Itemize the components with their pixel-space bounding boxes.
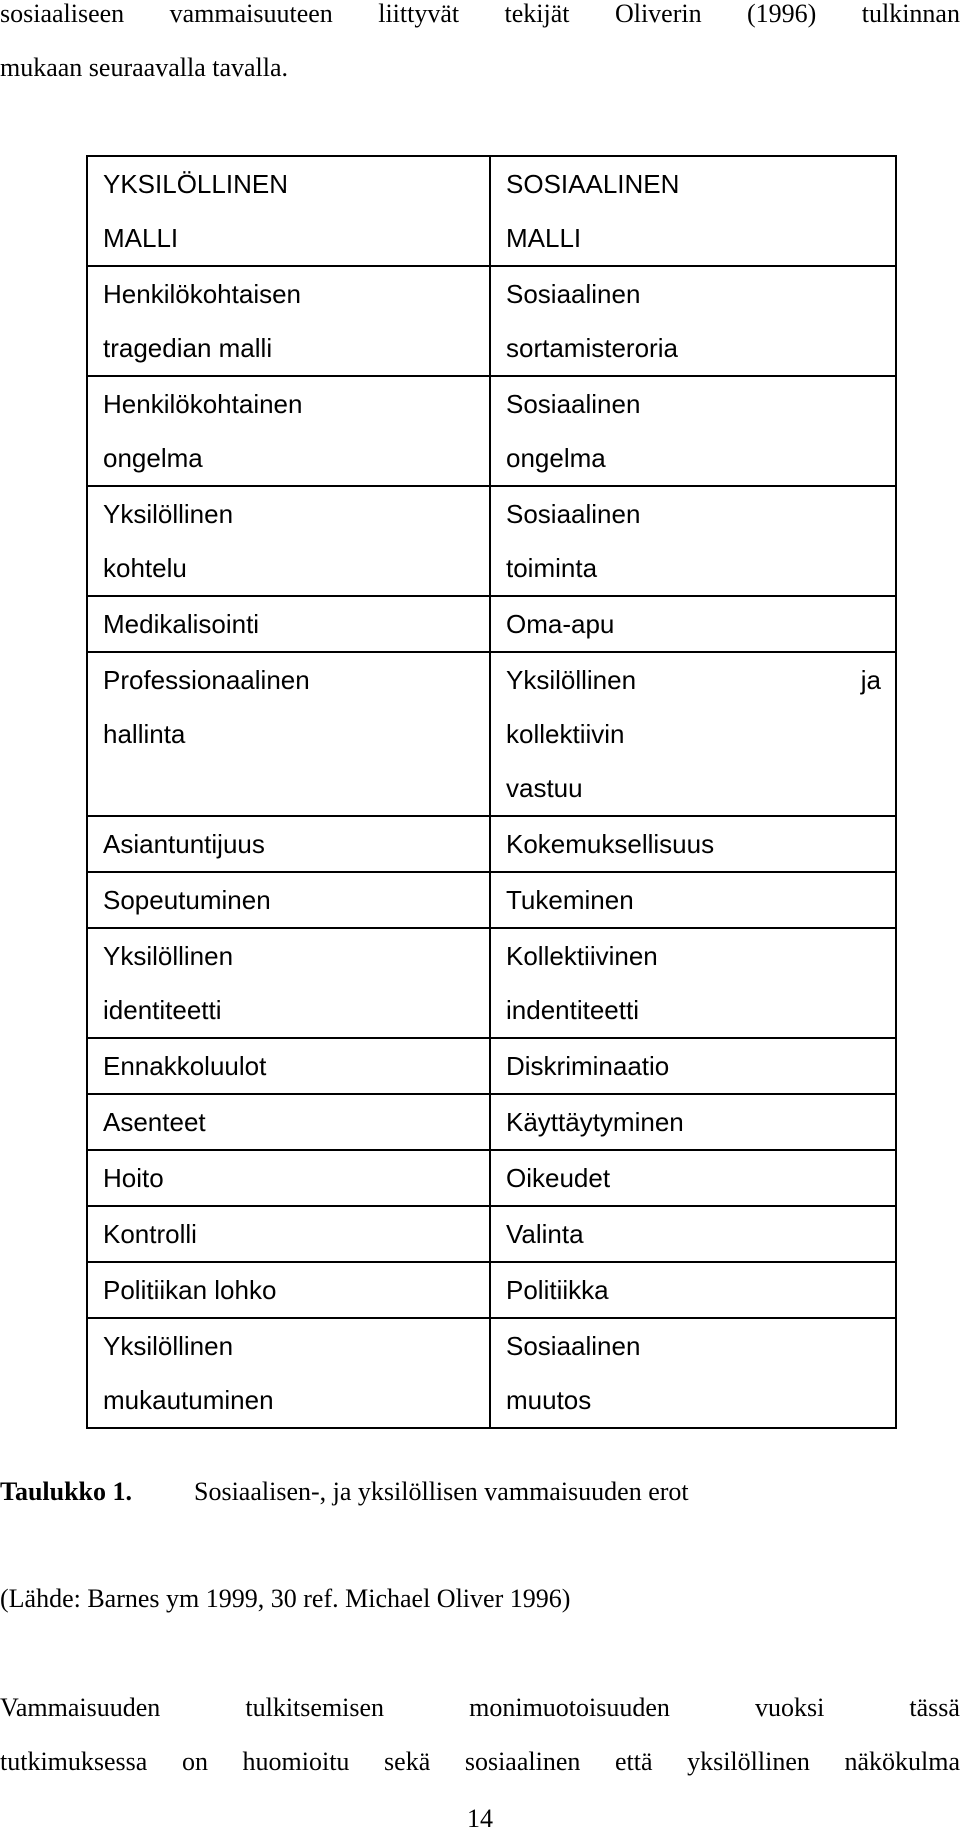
cell-word: ja <box>860 665 881 695</box>
table-row <box>87 266 896 376</box>
word: tulkinnan <box>861 0 960 28</box>
intro-line-2: mukaan seuraavalla tavalla. <box>0 53 289 82</box>
cell-text: mukautuminen <box>103 1385 274 1415</box>
cell-text: Käyttäytyminen <box>506 1107 684 1137</box>
intro-line-1 <box>0 0 960 41</box>
cell-text-justified <box>506 653 881 707</box>
table-row <box>87 652 896 816</box>
table-row <box>87 1094 896 1150</box>
table-cell-social <box>490 1150 896 1206</box>
page-number: 14 <box>467 1804 493 1833</box>
cell-text: Kontrolli <box>103 1219 197 1249</box>
table-cell-social <box>490 1262 896 1318</box>
table-row <box>87 1318 896 1428</box>
cell-text: Politiikan lohko <box>103 1275 277 1305</box>
word: (1996) <box>747 0 817 28</box>
table-cell-social <box>490 652 896 816</box>
table-cell-social <box>490 816 896 872</box>
cell-text: Diskriminaatio <box>506 1051 670 1081</box>
cell-text: YKSILÖLLINEN <box>103 169 288 199</box>
cell-text: Yksilöllinen <box>103 941 234 971</box>
table-cell-individual <box>87 156 490 266</box>
table-cell-social <box>490 596 896 652</box>
table-cell-individual <box>87 1262 490 1318</box>
cell-text: Medikalisointi <box>103 609 260 639</box>
word: huomioitu <box>242 1747 350 1776</box>
cell-text: Kokemuksellisuus <box>506 829 715 859</box>
cell-text: muutos <box>506 1385 592 1415</box>
table-cell-social <box>490 1038 896 1094</box>
cell-text: Yksilöllinen <box>103 499 234 529</box>
cell-text: identiteetti <box>103 995 222 1025</box>
cell-text: sortamisteroria <box>506 333 678 363</box>
table-cell-social <box>490 1206 896 1262</box>
outro-line-2 <box>0 1735 960 1789</box>
table-cell-individual <box>87 596 490 652</box>
cell-text: kohtelu <box>103 553 187 583</box>
table-cell-social <box>490 156 896 266</box>
outro-line-1 <box>0 1681 960 1735</box>
outro-paragraph <box>0 1681 960 1789</box>
cell-text: kollektiivin <box>506 719 625 749</box>
table-cell-individual <box>87 872 490 928</box>
table-cell-individual <box>87 1318 490 1428</box>
table-cell-individual <box>87 1150 490 1206</box>
table-cell-individual <box>87 928 490 1038</box>
table-cell-individual <box>87 652 490 816</box>
caption-text: Sosiaalisen-, ja yksilöllisen vammaisuuden erot <box>194 1477 689 1506</box>
table-cell-social <box>490 266 896 376</box>
cell-text: vastuu <box>506 773 583 803</box>
table-cell-individual <box>87 816 490 872</box>
cell-text: Asiantuntijuus <box>103 829 265 859</box>
cell-text: indentiteetti <box>506 995 639 1025</box>
cell-text: Politiikka <box>506 1275 609 1305</box>
cell-text: toiminta <box>506 553 598 583</box>
word: sosiaaliseen <box>0 0 125 28</box>
cell-text: Henkilökohtainen <box>103 389 303 419</box>
cell-text: Henkilökohtaisen <box>103 279 302 309</box>
cell-text: Hoito <box>103 1163 164 1193</box>
cell-text: hallinta <box>103 719 186 749</box>
table-row <box>87 596 896 652</box>
table-row <box>87 1038 896 1094</box>
cell-text: Sosiaalinen <box>506 1331 641 1361</box>
table-cell-individual <box>87 266 490 376</box>
cell-text: Sosiaalinen <box>506 279 641 309</box>
cell-text: MALLI <box>506 223 582 253</box>
word: on <box>181 1747 208 1776</box>
intro-paragraph <box>0 0 960 95</box>
table-row <box>87 1150 896 1206</box>
word: sekä <box>384 1747 431 1776</box>
disability-models-table <box>86 155 897 1429</box>
cell-text: Professionaalinen <box>103 665 310 695</box>
table-row <box>87 1206 896 1262</box>
cell-text: Tukeminen <box>506 885 634 915</box>
table-cell-individual <box>87 1094 490 1150</box>
cell-text: Yksilöllinen <box>103 1331 234 1361</box>
word: vuoksi <box>755 1693 825 1722</box>
cell-text: Valinta <box>506 1219 584 1249</box>
cell-text: Asenteet <box>103 1107 206 1137</box>
table-caption <box>0 1465 960 1519</box>
word: monimuotoisuuden <box>469 1693 670 1722</box>
cell-text: SOSIAALINEN <box>506 169 680 199</box>
cell-text: ongelma <box>506 443 606 473</box>
cell-text: Sosiaalinen <box>506 389 641 419</box>
word: yksilöllinen <box>687 1747 810 1776</box>
table-source: (Lähde: Barnes ym 1999, 30 ref. Michael Oliver 1996) <box>0 1584 571 1613</box>
table-cell-individual <box>87 486 490 596</box>
table-row <box>87 872 896 928</box>
table-row <box>87 928 896 1038</box>
word: Oliverin <box>614 0 702 28</box>
word: liittyvät <box>378 0 460 28</box>
table-cell-social <box>490 1318 896 1428</box>
table-cell-individual <box>87 1038 490 1094</box>
word: vammaisuuteen <box>169 0 333 28</box>
cell-text: Sosiaalinen <box>506 499 641 529</box>
cell-text: ongelma <box>103 443 203 473</box>
table-row <box>87 1262 896 1318</box>
table-row <box>87 816 896 872</box>
word: että <box>614 1747 653 1776</box>
cell-text: Ennakkoluulot <box>103 1051 267 1081</box>
table-cell-social <box>490 1094 896 1150</box>
table-row <box>87 376 896 486</box>
cell-text: tragedian malli <box>103 333 273 363</box>
caption-label: Taulukko 1. <box>0 1477 133 1506</box>
table-cell-social <box>490 376 896 486</box>
table-cell-individual <box>87 376 490 486</box>
table-cell-social <box>490 486 896 596</box>
table-cell-social <box>490 928 896 1038</box>
cell-text: Sopeutuminen <box>103 885 271 915</box>
table-row <box>87 486 896 596</box>
word: tutkimuksessa <box>0 1747 148 1776</box>
word: Vammaisuuden <box>0 1693 161 1722</box>
word: tulkitsemisen <box>245 1693 385 1722</box>
word: sosiaalinen <box>464 1747 581 1776</box>
word: tässä <box>909 1693 960 1722</box>
cell-text: Oikeudet <box>506 1163 611 1193</box>
cell-word: Yksilöllinen <box>506 665 637 695</box>
cell-text: Kollektiivinen <box>506 941 658 971</box>
cell-text: Oma-apu <box>506 609 615 639</box>
word: tekijät <box>504 0 570 28</box>
word: näkökulma <box>844 1747 960 1776</box>
table-cell-individual <box>87 1206 490 1262</box>
table-row <box>87 156 896 266</box>
table-cell-social <box>490 872 896 928</box>
cell-text: MALLI <box>103 223 179 253</box>
